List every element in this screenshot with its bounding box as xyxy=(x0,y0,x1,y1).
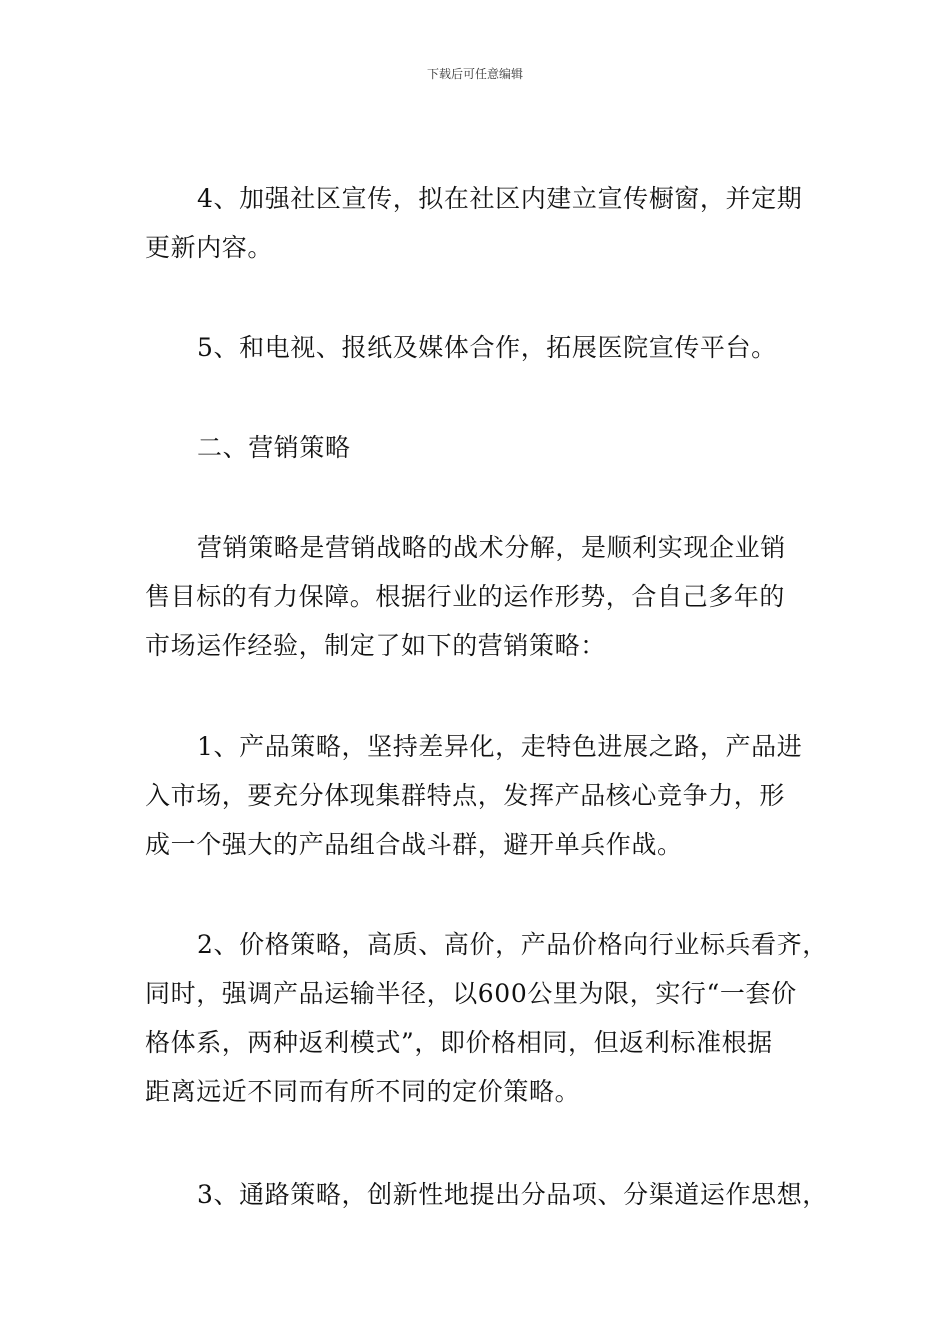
paragraph-line: 2、价格策略，高质、高价，产品价格向行业标兵看齐， xyxy=(197,930,828,959)
paragraph-product-strategy xyxy=(145,722,835,869)
paragraph-line: 成一个强大的产品组合战斗群，避开单兵作战。 xyxy=(145,830,683,859)
paragraph-line: 1、产品策略，坚持差异化，走特色进展之路，产品进 xyxy=(197,732,803,761)
paragraph-channel-strategy xyxy=(145,1170,835,1219)
paragraph-line: 更新内容。 xyxy=(145,233,274,262)
paragraph-line: 市场运作经验，制定了如下的营销策略： xyxy=(145,631,606,660)
section-heading: 二、营销策略 xyxy=(197,433,351,462)
page-header-note: 下载后可任意编辑 xyxy=(426,67,523,81)
paragraph-strategy-intro xyxy=(145,523,835,670)
paragraph-line: 入市场，要充分体现集群特点，发挥产品核心竞争力，形 xyxy=(145,781,786,810)
paragraph-line: 格体系，两种返利模式”，即价格相同，但返利标准根据 xyxy=(145,1028,773,1057)
paragraph-line: 5、和电视、报纸及媒体合作，拓展医院宣传平台。 xyxy=(197,333,777,362)
paragraph-line: 3、通路策略，创新性地提出分品项、分渠道运作思想， xyxy=(197,1180,828,1209)
paragraph-line: 距离远近不同而有所不同的定价策略。 xyxy=(145,1077,581,1106)
paragraph-line: 售目标的有力保障。根据行业的运作形势，合自己多年的 xyxy=(145,582,786,611)
paragraph-line: 同时，强调产品运输半径，以600公里为限，实行“一套价 xyxy=(145,979,797,1008)
paragraph-community-promotion xyxy=(145,174,835,272)
paragraph-line: 营销策略是营销战略的战术分解，是顺利实现企业销 xyxy=(197,533,786,562)
paragraph-line: 4、加强社区宣传，拟在社区内建立宣传橱窗，并定期 xyxy=(197,184,803,213)
paragraph-price-strategy xyxy=(145,920,835,1116)
section-heading-marketing-strategy xyxy=(145,423,835,472)
paragraph-media-cooperation xyxy=(145,323,835,372)
